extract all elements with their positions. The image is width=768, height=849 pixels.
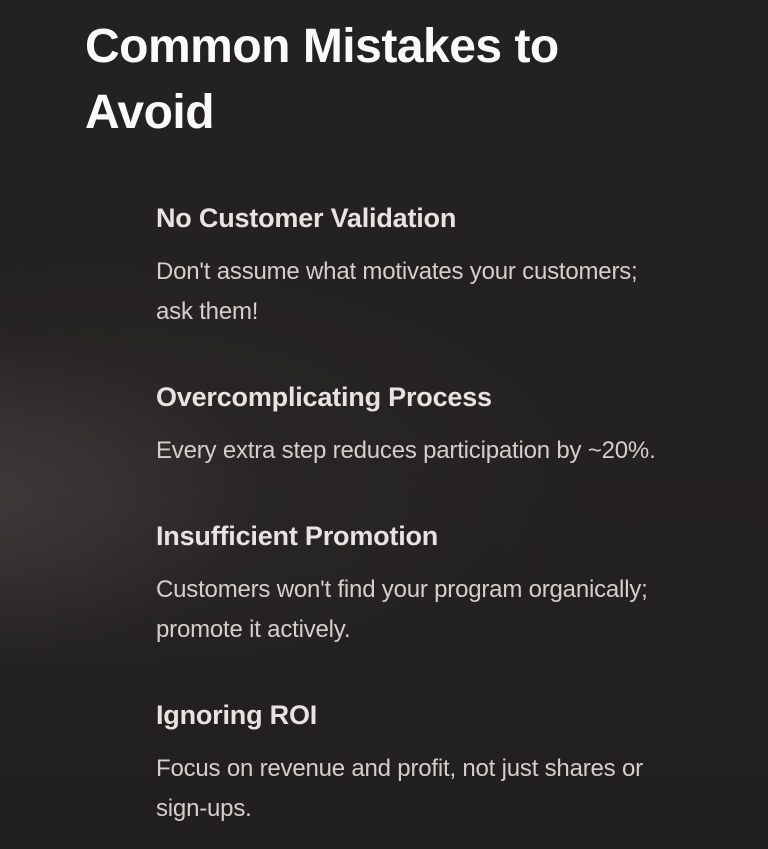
section-heading: No Customer Validation [156,203,457,233]
section-body-line: Every extra step reduces participation by ~20%. [156,437,656,464]
sections-list [156,198,708,829]
section-4 [156,695,708,829]
page-title: Common Mistakes to Avoid [85,20,559,139]
section-body-line: Customers won't find your program organically; [156,576,648,603]
section-heading: Insufficient Promotion [156,521,439,551]
section-1 [156,198,708,332]
section-3 [156,516,708,650]
section-body [156,252,708,332]
section-body [156,431,708,471]
section-body-line: sign-ups. [156,795,252,822]
section-body-line: promote it actively. [156,616,351,643]
section-heading: Overcomplicating Process [156,382,492,412]
section-body [156,749,708,829]
section-body-line: ask them! [156,298,259,325]
section-body [156,570,708,650]
section-heading: Ignoring ROI [156,700,318,730]
section-body-line: Don't assume what motivates your customers; [156,258,638,285]
section-2 [156,377,708,471]
section-body-line: Focus on revenue and profit, not just shares or [156,755,643,782]
